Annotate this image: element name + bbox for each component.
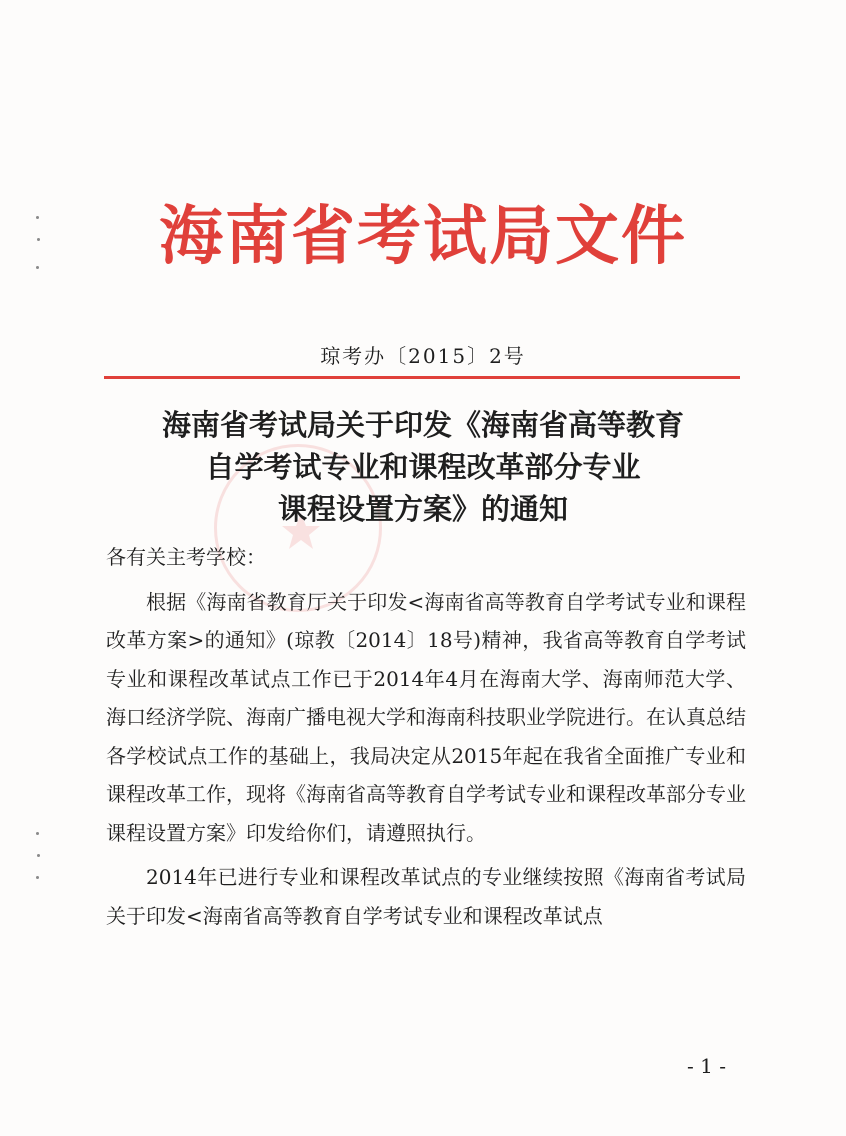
notice-body [106,538,746,935]
notice-title-line: 海南省考试局关于印发《海南省高等教育 [161,408,684,442]
notice-title-line: 课程设置方案》的通知 [277,492,568,526]
notice-title [0,404,846,530]
scan-speck [36,876,39,879]
notice-title-line: 自学考试专业和课程改革部分专业 [205,450,641,484]
scan-speck [36,832,39,835]
scan-margin-marks [34,828,46,888]
document-number: 琼考办〔2015〕2号 [320,344,526,368]
header-red-rule [104,376,740,379]
page-number: - 1 - [687,1054,726,1078]
document-header-title: 海南省考试局文件 [159,200,687,274]
salutation: 各有关主考学校： [106,545,266,569]
scan-speck [37,854,40,857]
body-paragraph: 2014年已进行专业和课程改革试点的专业继续按照《海南省考试局关于印发<海南省高等教育自学考试专业和课程改革试点 [106,865,746,928]
body-paragraph: 根据《海南省教育厅关于印发<海南省高等教育自学考试专业和课程改革方案>的通知》(琼教〔2014〕18号)精神，我省高等教育自学考试专业和课程改革试点工作已于2014年4月在海南大学、海南师范大学、海口经济学院、海南广播电视大学和海南科技职业学院进行。在认真总结各学校试点工作的基础上，我局决定从2015年起在我省全面推广专业和课程改革工作，现将《海南省高等教育自学考试专业和课程改革部分专业课程设置方案》印发给你们，请遵照执行。 [106,589,746,845]
